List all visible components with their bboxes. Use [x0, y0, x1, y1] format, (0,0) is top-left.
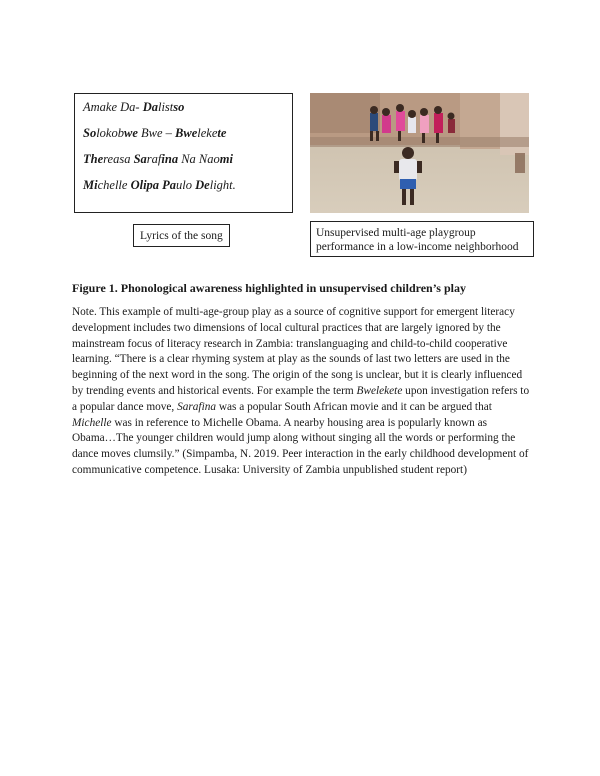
lyric-segment-bold: so	[173, 100, 185, 114]
lyric-segment-bold: we	[123, 126, 138, 140]
playgroup-photo-drawing	[310, 93, 529, 213]
lyric-segment: Na Nao	[178, 152, 220, 166]
lyric-segment-bold: Sa	[133, 152, 147, 166]
figure-title: Figure 1. Phonological awareness highlighted in unsupervised children’s play	[72, 281, 466, 295]
lyric-segment-bold: Bwe	[175, 126, 198, 140]
lyric-segment: Bwe –	[137, 126, 176, 140]
lyric-segment-bold: te	[217, 126, 227, 140]
lyric-segment: list	[157, 100, 174, 114]
lyric-segment: light.	[209, 178, 236, 192]
note-text-italic: Michelle	[72, 416, 112, 429]
note-text-italic: Sarafina	[177, 400, 217, 413]
lyric-segment-bold: De	[195, 178, 210, 192]
lyric-segment-bold: Mi	[83, 178, 98, 192]
lyric-segment: chelle	[97, 178, 131, 192]
note-text-italic: Bwelekete	[356, 384, 403, 397]
lyric-segment-bold: Olipa Pa	[130, 178, 177, 192]
note-text: Note. This example of multi-age-group play as a source of cognitive support for emergent literacy development includes two dimensions of local cultural practices that are largely ignored by the mainstream focus of literacy research in Zambia: translanguaging and child-to-child cooperative learning. “There is a clear rhyming system at play as the sounds of last two letters are used in the beginning of the next word in the song. The origin of the song is unclear, but it is clearly influenced by trending events and historical events. For example the term	[72, 306, 523, 397]
note-text: was a popular South African movie and it can be argued that	[216, 400, 492, 413]
lyric-segment-bold: So	[83, 126, 97, 140]
lyric-segment: lokob	[96, 126, 124, 140]
lyric-segment: Amake Da-	[83, 100, 143, 114]
lyric-segment: ulo	[176, 178, 196, 192]
song-lyrics-box	[74, 93, 293, 213]
note-text: upon investigation refers to a popular dance move,	[72, 384, 530, 413]
figure-note	[72, 305, 532, 479]
lyric-segment-bold: mi	[219, 152, 233, 166]
lyric-line-2	[83, 126, 292, 140]
lyric-segment-bold: The	[83, 152, 104, 166]
lyric-line-4	[83, 178, 292, 192]
lyric-segment: leke	[197, 126, 218, 140]
lyric-segment-bold: ina	[161, 152, 179, 166]
lyric-line-3	[83, 152, 292, 166]
lyric-line-1	[83, 100, 292, 114]
lyric-segment-bold: Da	[142, 100, 158, 114]
note-text: was in reference to Michelle Obama. A nearby housing area is popularly known as Obama…The younger children would jump along without singing all the words or performing the dance moves clumsily.” (Simpamba, N. 2019. Peer interaction in the early childhood development of communicative competence. Lusaka: University of Zambia unpublished student report)	[72, 416, 529, 476]
photo-caption: Unsupervised multi-age playgroup performance in a low-income neighborhood	[310, 221, 534, 257]
lyrics-caption: Lyrics of the song	[133, 224, 230, 247]
playgroup-photo	[310, 93, 529, 213]
lyric-segment: reasa	[103, 152, 134, 166]
lyric-segment: raf	[146, 152, 162, 166]
